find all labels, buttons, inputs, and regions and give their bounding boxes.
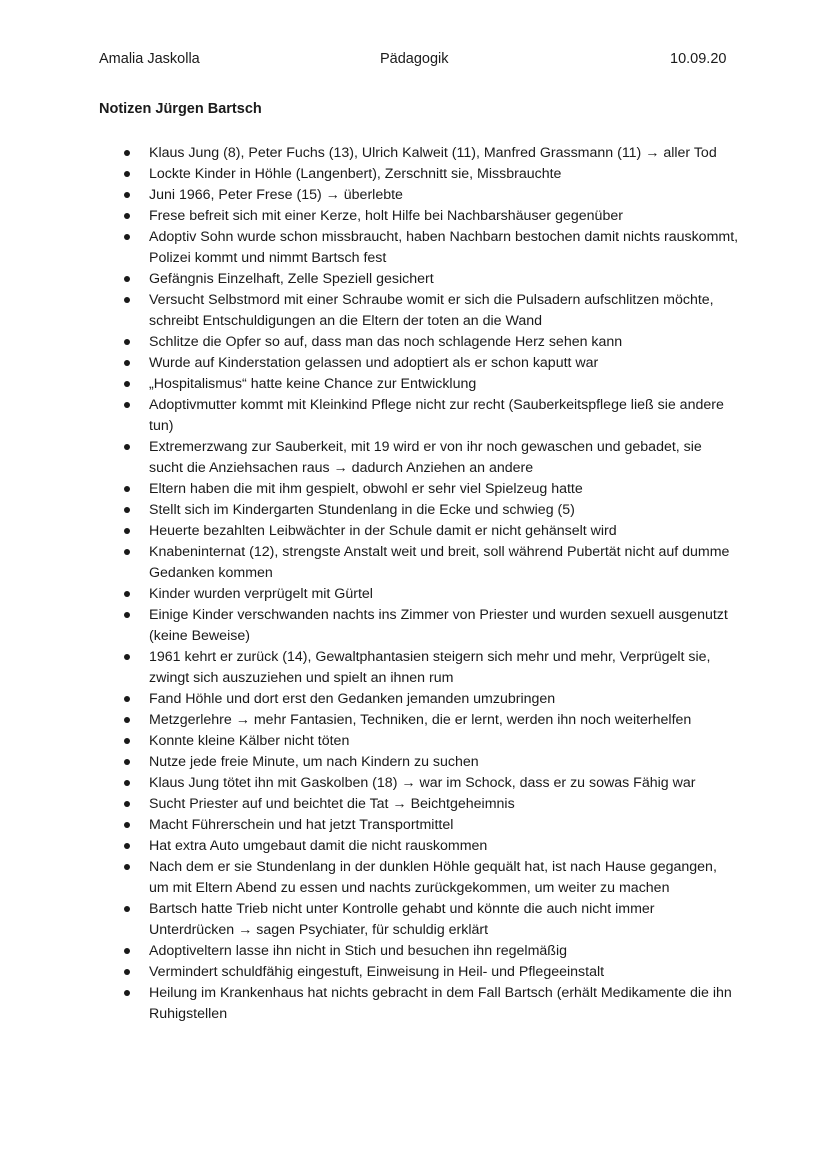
notes-list — [149, 143, 739, 1025]
list-item: Juni 1966, Peter Frese (15) → überlebte — [149, 185, 739, 206]
list-item: Hat extra Auto umgebaut damit die nicht rauskommen — [149, 836, 739, 857]
list-item: Macht Führerschein und hat jetzt Transportmittel — [149, 815, 739, 836]
list-item: Konnte kleine Kälber nicht töten — [149, 731, 739, 752]
header-subject: Pädagogik — [380, 51, 449, 67]
list-item: Sucht Priester auf und beichtet die Tat → Beichtgeheimnis — [149, 794, 739, 815]
list-item: Knabeninternat (12), strengste Anstalt weit und breit, soll während Pubertät nicht auf dumme Gedanken kommen — [149, 542, 739, 584]
list-item: Bartsch hatte Trieb nicht unter Kontrolle gehabt und könnte die auch nicht immer Unterdrücken → sagen Psychiater, für schuldig erklärt — [149, 899, 739, 941]
list-item: Nach dem er sie Stundenlang in der dunklen Höhle gequält hat, ist nach Hause gegangen, um mit Eltern Abend zu essen und nachts zurückgekommen, um weiter zu machen — [149, 857, 739, 899]
list-item: Adoptivmutter kommt mit Kleinkind Pflege nicht zur recht (Sauberkeitspflege ließ sie andere tun) — [149, 395, 739, 437]
list-item: Frese befreit sich mit einer Kerze, holt Hilfe bei Nachbarshäuser gegenüber — [149, 206, 739, 227]
list-item: Extremerzwang zur Sauberkeit, mit 19 wird er von ihr noch gewaschen und gebadet, sie sucht die Anziehsachen raus → dadurch Anziehen an andere — [149, 437, 739, 479]
page-title: Notizen Jürgen Bartsch — [99, 101, 262, 117]
list-item: Wurde auf Kinderstation gelassen und adoptiert als er schon kaputt war — [149, 353, 739, 374]
list-item: Klaus Jung tötet ihn mit Gaskolben (18) → war im Schock, dass er zu sowas Fähig war — [149, 773, 739, 794]
list-item: Nutze jede freie Minute, um nach Kindern zu suchen — [149, 752, 739, 773]
list-item: Klaus Jung (8), Peter Fuchs (13), Ulrich Kalweit (11), Manfred Grassmann (11) → aller Tod — [149, 143, 739, 164]
header-date: 10.09.20 — [670, 51, 727, 67]
list-item: Stellt sich im Kindergarten Stundenlang in die Ecke und schwieg (5) — [149, 500, 739, 521]
list-item: „Hospitalismus“ hatte keine Chance zur Entwicklung — [149, 374, 739, 395]
header-author: Amalia Jaskolla — [99, 51, 200, 67]
list-item: Fand Höhle und dort erst den Gedanken jemanden umzubringen — [149, 689, 739, 710]
list-item: Vermindert schuldfähig eingestuft, Einweisung in Heil- und Pflegeeinstalt — [149, 962, 739, 983]
list-item: Kinder wurden verprügelt mit Gürtel — [149, 584, 739, 605]
list-item: Einige Kinder verschwanden nachts ins Zimmer von Priester und wurden sexuell ausgenutzt (keine Beweise) — [149, 605, 739, 647]
list-item: Versucht Selbstmord mit einer Schraube womit er sich die Pulsadern aufschlitzen möchte, schreibt Entschuldigungen an die Eltern der toten an die Wand — [149, 290, 739, 332]
list-item: Lockte Kinder in Höhle (Langenbert), Zerschnitt sie, Missbrauchte — [149, 164, 739, 185]
list-item: Heilung im Krankenhaus hat nichts gebracht in dem Fall Bartsch (erhält Medikamente die ihn Ruhigstellen — [149, 983, 739, 1025]
list-item: Adoptiv Sohn wurde schon missbraucht, haben Nachbarn bestochen damit nichts rauskommt, Polizei kommt und nimmt Bartsch fest — [149, 227, 739, 269]
list-item: Schlitze die Opfer so auf, dass man das noch schlagende Herz sehen kann — [149, 332, 739, 353]
list-item: Gefängnis Einzelhaft, Zelle Speziell gesichert — [149, 269, 739, 290]
list-item: Eltern haben die mit ihm gespielt, obwohl er sehr viel Spielzeug hatte — [149, 479, 739, 500]
list-item: Adoptiveltern lasse ihn nicht in Stich und besuchen ihn regelmäßig — [149, 941, 739, 962]
list-item: Heuerte bezahlten Leibwächter in der Schule damit er nicht gehänselt wird — [149, 521, 739, 542]
list-item: 1961 kehrt er zurück (14), Gewaltphantasien steigern sich mehr und mehr, Verprügelt sie, zwingt sich auszuziehen und spielt an ihnen rum — [149, 647, 739, 689]
list-item: Metzgerlehre → mehr Fantasien, Techniken, die er lernt, werden ihn noch weiterhelfen — [149, 710, 739, 731]
